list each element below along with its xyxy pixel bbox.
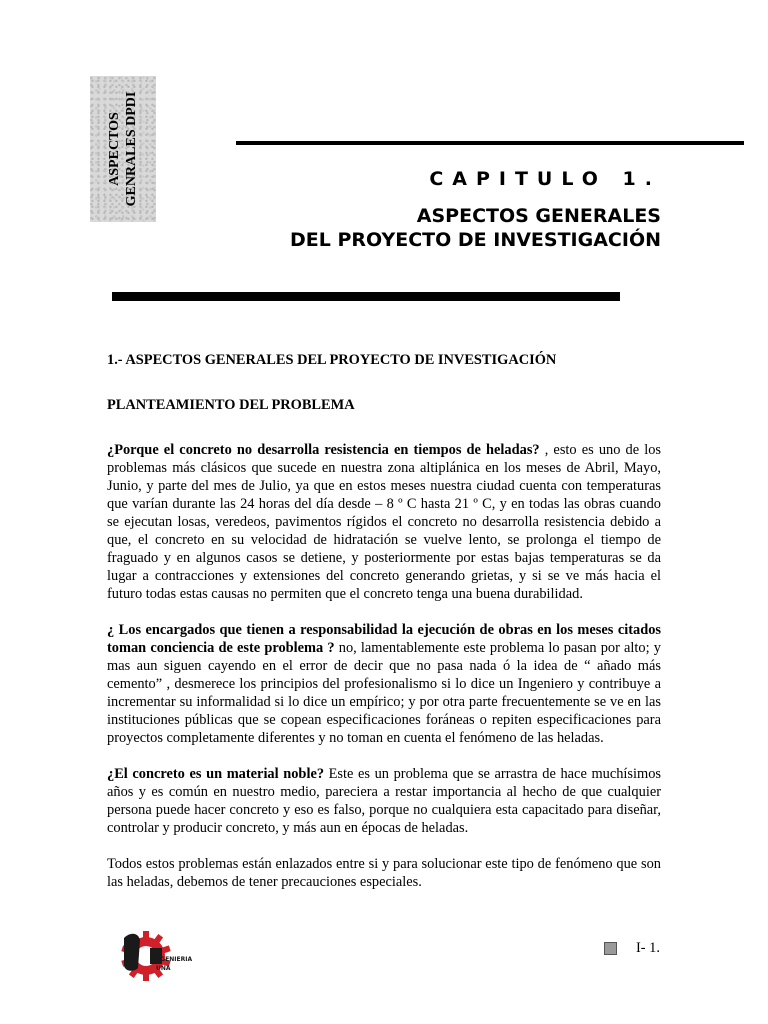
document-body [107,351,661,909]
section-heading: 1.- ASPECTOS GENERALES DEL PROYECTO DE INVESTIGACIÓN [107,352,557,368]
subheading: PLANTEAMIENTO DEL PROBLEMA [107,397,355,413]
engineering-logo [116,928,193,984]
paragraph-text: , esto es uno de los problemas más clásicos que sucede en nuestra zona altiplánica en los meses de Abril, Mayo, Junio, y parte del mes de Julio, ya que en estos meses nuestra ciudad cuenta con temperaturas que varían durante las 24 horas del día desde – 8 º C hasta 21 º C, y en todas las obras cuando se ejecutan losas, veredeos, pavimentos rígidos el concreto no desarrolla resistencia debido a que, el concreto en su velocidad de hidratación se vuelve lento, se prolonga el tiempo de fraguado y en algunos casos se detiene, y posteriormente por estas bajas temperaturas se da lugar a contracciones y extensiones del concreto generando grietas, y si se ve más hacia el futuro todas estas causas no permiten que el concreto tenga una buena durabilidad. [107,442,661,602]
side-tab-line-2: GENRALES DPDI [124,91,139,207]
paragraph-text: Este es un problema que se arrastra de hace muchísimos años y es común en nuestro medio, pareciera a restar importancia al hecho de que cualquier persona puede hacer concreto y eso es falso, porque no cualquiera esta capacitado para diseñar, controlar y producir concreto, y más aun en épocas de heladas. [107,766,661,836]
logo-text-2: UNA [156,965,171,972]
chapter-label: CAPITULO 1. [429,168,661,190]
chapter-title-line-1: ASPECTOS GENERALES [416,205,661,227]
gear-tooth [143,973,149,981]
paragraph [107,441,661,603]
gear-logo-icon [116,928,193,984]
square-bullet-icon [604,942,617,955]
chapter-title-line-2: DEL PROYECTO DE INVESTIGACIÓN [289,229,661,251]
gear-tooth [143,931,149,939]
logo-text: INGENIERIA [153,956,193,963]
paragraph-text: no, lamentablemente este problema lo pasan por alto; y mas aun siguen cayendo en el error de decir que no pasa nada ó la idea de “ añado más cemento” , desmerece los principios del profesionalismo si lo dice un Ingeniero y contribuye a incrementar su informalidad si lo dice un empírico; y por otra parte frecuentemente se ve en las instituciones públicas que se copean especificaciones foráneas o repiten especificaciones para proyectos completamente diferentes y no toman en cuenta el fenómeno de las heladas. [107,640,661,746]
paragraph-text: Todos estos problemas están enlazados entre si y para solucionar este tipo de fenómeno que son las heladas, debemos de tener precauciones especiales. [107,856,661,890]
side-tab-label [106,76,140,222]
page-footer [604,940,660,957]
side-tab [90,76,156,222]
chapter-title [290,204,661,252]
paragraph [107,855,661,891]
paragraph [107,621,661,747]
paragraph-question: ¿El concreto es un material noble? [107,766,325,782]
paragraph-question: ¿ Los encargados que tienen a responsabilidad la ejecución de obras en los meses citados toman conciencia de este problema ? [107,622,661,656]
paragraph [107,765,661,837]
paragraph-question: ¿Porque el concreto no desarrolla resistencia en tiempos de heladas? [107,442,540,458]
top-rule [236,141,744,145]
bottom-rule [112,292,620,301]
page-number: I- 1. [636,940,660,956]
side-tab-line-1: ASPECTOS [107,112,122,186]
